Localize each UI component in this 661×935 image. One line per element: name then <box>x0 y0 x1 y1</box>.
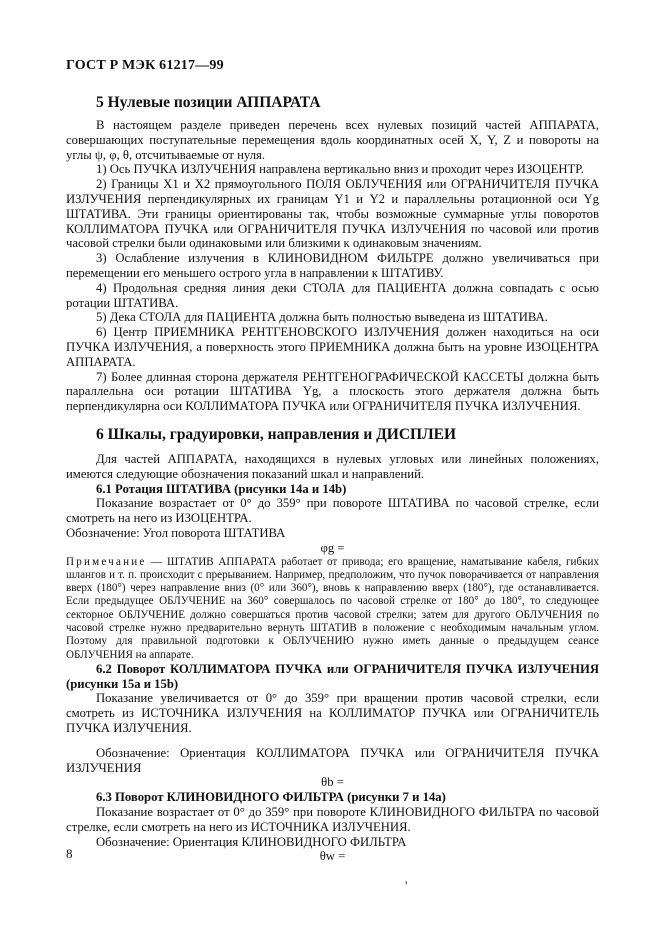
section-5-item-5: 5) Дека СТОЛА для ПАЦИЕНТА должна быть полностью выведена из ШТАТИВА. <box>96 310 548 325</box>
subsection-6-3-text: Показание возрастает от 0° до 359° при повороте КЛИНОВИДНОГО ФИЛЬТРА по часовой стрелке, если смотреть на него из ИСТОЧНИКА ИЗЛУЧЕНИЯ. <box>66 805 599 834</box>
note-label: Примечание <box>66 555 147 568</box>
section-5-item-2: 2) Границы X1 и X2 прямоугольного ПОЛЯ ОБЛУЧЕНИЯ или ОГРАНИЧИТЕЛЯ ПУЧКА ИЗЛУЧЕНИЯ перпендикулярных их границам Y1 и Y2 и параллельны ротационной оси Yg ШТАТИВА. Эти границы ориентированы так, чтобы возможные суммарные углы поворотов КОЛЛИМАТОРА ПУЧКА или ОГРАНИЧИТЕЛЯ ПУЧКА ИЗЛУЧЕНИЯ по часовой или против часовой стрелки были одинаковыми или близкими к одинаковым значениям. <box>66 177 599 251</box>
note-paragraph <box>66 556 599 662</box>
section-5-item-4: 4) Продольная средняя линия деки СТОЛА для ПАЦИЕНТА должна совпадать с осью ротации ШТАТИВА. <box>66 280 599 310</box>
subsection-6-2-designation: Обозначение: Ориентация КОЛЛИМАТОРА ПУЧКА или ОГРАНИЧИТЕЛЯ ПУЧКА ИЗЛУЧЕНИЯ <box>66 745 599 775</box>
note-text: — ШТАТИВ АППАРАТА работает от привода; его вращение, наматывание кабеля, гибких шлангов и т. п. происходит с прерыванием. Например, предположим, что пучок поворачивается от направления вверх (180°) через направление вниз (0° или 360°), вновь к направлению вверх (180°), где останавливается. Если предыдущее ОБЛУЧЕНИЕ на 360° совершалось по часовой стрелке от 180° до 180°, то следующее секторное ОБЛУЧЕНИЕ должно совершаться против часовой стрелки; затем для другого ОБЛУЧЕНИЯ по часовой стрелке нужно предварительно вернуть ШТАТИВ в положение с необходимым начальным углом. Поэтому для правильной подготовки к ОБЛУЧЕНИЮ нужно иметь данные о предыдущем сеансе ОБЛУЧЕНИЯ на аппарате. <box>66 555 599 661</box>
subsection-6-1-designation: Обозначение: Угол поворота ШТАТИВА <box>66 525 286 540</box>
section-6-title: 6 Шкалы, градуировки, направления и ДИСПЛЕИ <box>96 425 457 443</box>
stray-mark: ' <box>405 878 408 893</box>
formula-wedge-angle: θw = <box>319 849 346 864</box>
section-5-title: 5 Нулевые позиции АППАРАТА <box>96 94 321 111</box>
section-6-intro: Для частей АППАРАТА, находящихся в нулевых угловых или линейных положениях, имеются следующие обозначения показаний шкал и направлений. <box>66 451 599 481</box>
formula-collimator-angle: θb = <box>321 775 344 790</box>
subsection-6-2-text: Показание увеличивается от 0° до 359° при вращении против часовой стрелки, если смотреть из ИСТОЧНИКА ИЗЛУЧЕНИЯ на КОЛЛИМАТОР ПУЧКА или ОГРАНИЧИТЕЛЬ ПУЧКА ИЗЛУЧЕНИЯ. <box>66 691 599 736</box>
subsection-6-1-title: 6.1 Ротация ШТАТИВА (рисунки 14a и 14b) <box>96 481 347 496</box>
subsection-6-1-text: Показание возрастает от 0° до 359° при повороте ШТАТИВА по часовой стрелке, если смотреть на него из ИЗОЦЕНТРА. <box>66 496 599 526</box>
section-5-item-7: 7) Более длинная сторона держателя РЕНТГЕНОГРАФИЧЕСКОЙ КАССЕТЫ должна быть параллельна оси ротации ШТАТИВА Yg, а плоскость этого держателя должна быть перпендикулярна оси КОЛЛИМАТОРА ПУЧКА или ОГРАНИЧИТЕЛЯ ПУЧКА ИЗЛУЧЕНИЯ. <box>66 369 599 414</box>
section-5-intro: В настоящем разделе приведен перечень всех нулевых позиций частей АППАРАТА, совершающих поступательные перемещения вдоль координатных осей X, Y, Z и повороты на углы ψ, φ, θ, отсчитываемые от нуля. <box>66 118 599 162</box>
subsection-6-3-title: 6.3 Поворот КЛИНОВИДНОГО ФИЛЬТРА (рисунки 7 и 14a) <box>96 790 446 805</box>
document-header: ГОСТ Р МЭК 61217—99 <box>66 58 224 73</box>
section-5-item-3: 3) Ослабление излучения в КЛИНОВИДНОМ ФИЛЬТРЕ должно увеличиваться при перемещении его меньшего острого угла в направлении к ШТАТИВУ. <box>66 251 599 280</box>
page-number: 8 <box>66 846 73 861</box>
section-5-item-1: 1) Ось ПУЧКА ИЗЛУЧЕНИЯ направлена вертикально вниз и проходит через ИЗОЦЕНТР. <box>96 162 584 177</box>
subsection-6-2-title: 6.2 Поворот КОЛЛИМАТОРА ПУЧКА или ОГРАНИЧИТЕЛЯ ПУЧКА ИЗЛУЧЕНИЯ (рисунки 15a и 15b) <box>66 661 599 691</box>
section-5-item-6: 6) Центр ПРИЕМНИКА РЕНТГЕНОВСКОГО ИЗЛУЧЕНИЯ должен находиться на оси ПУЧКА ИЗЛУЧЕНИЯ, а поверхность этого ПРИЕМНИКА должна быть на уровне ИЗОЦЕНТРА АППАРАТА. <box>66 325 599 369</box>
formula-gantry-angle: φg = <box>320 540 345 555</box>
subsection-6-3-designation: Обозначение: Ориентация КЛИНОВИДНОГО ФИЛЬТРА <box>96 834 407 849</box>
